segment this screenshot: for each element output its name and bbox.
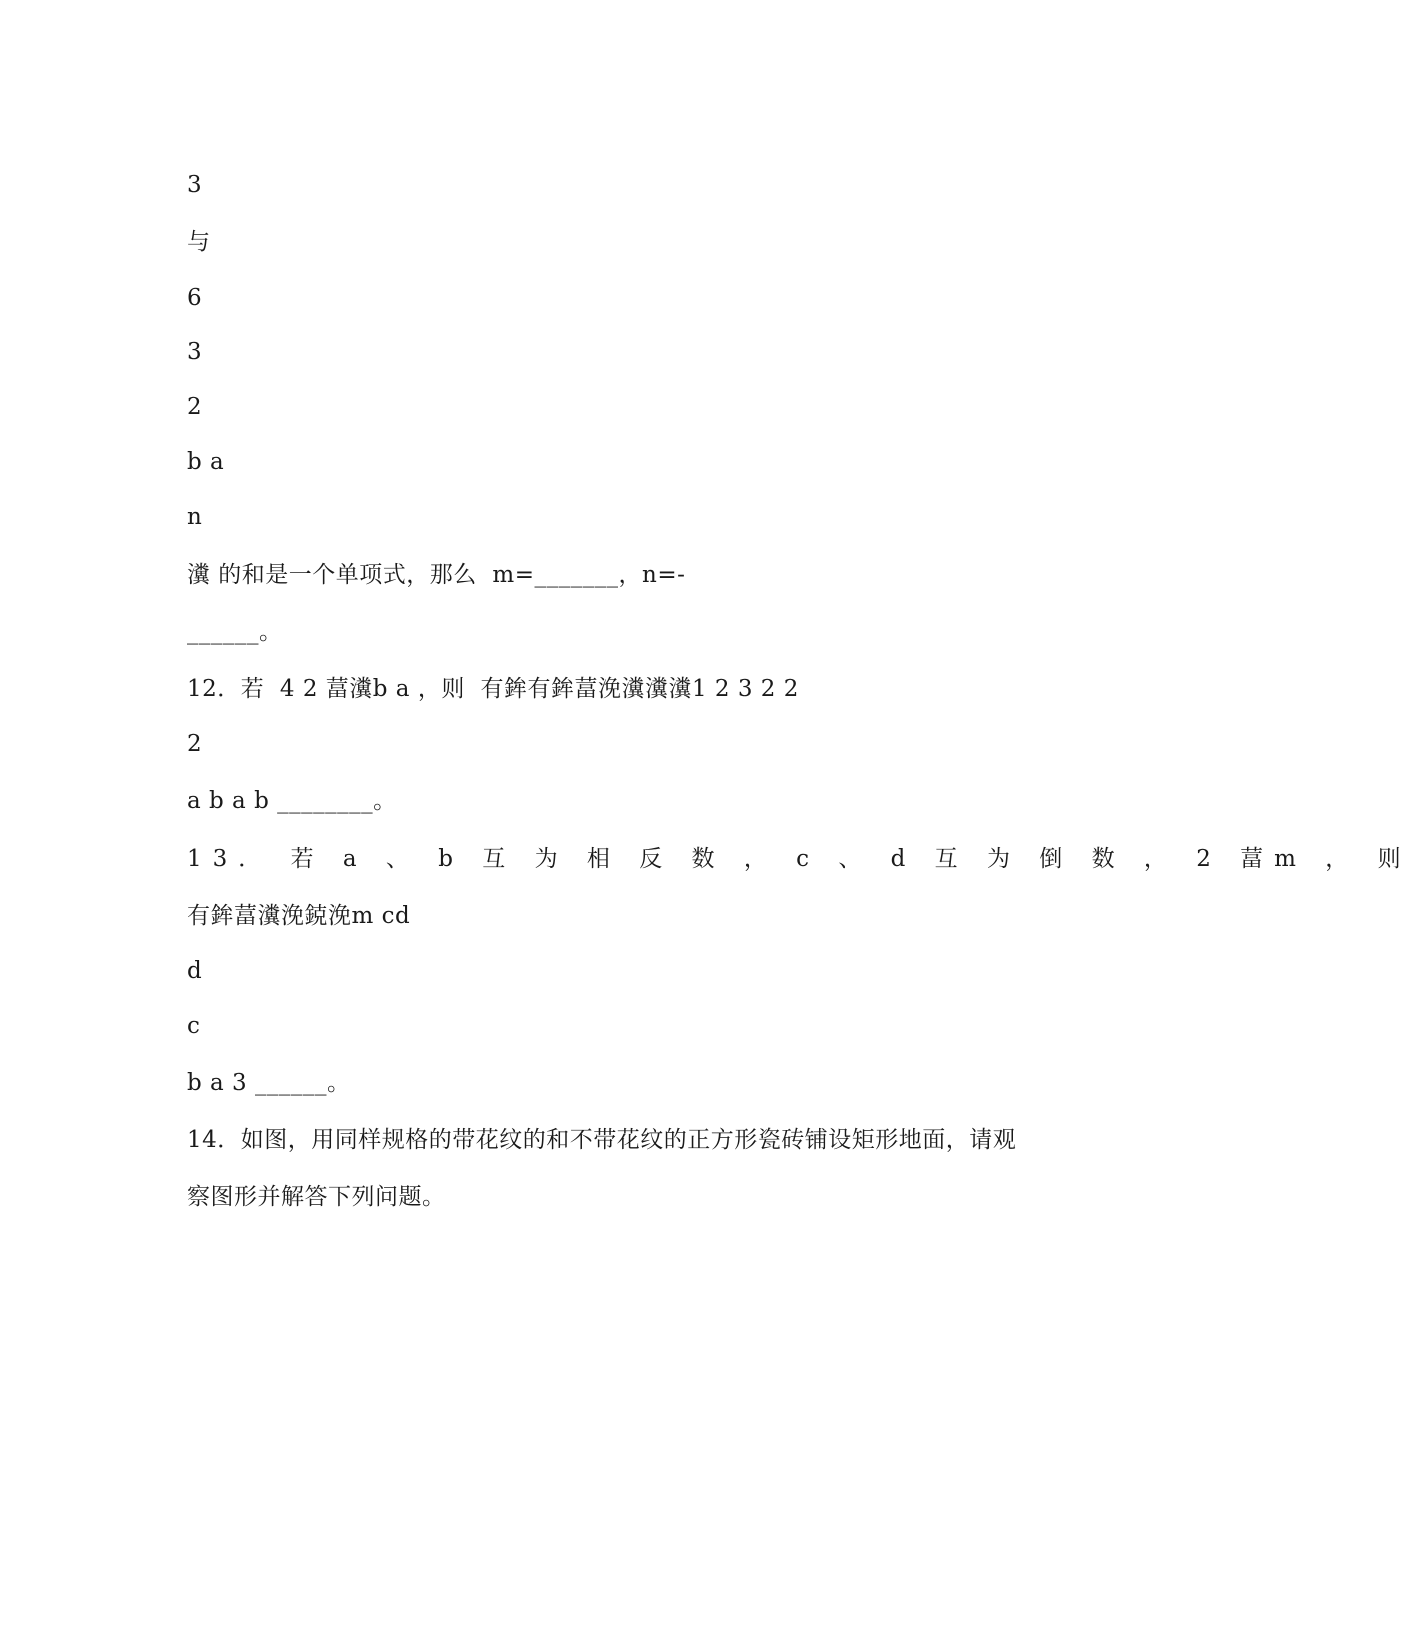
text-line-14: 有鉾葍瀵浼鋴浼m cd xyxy=(187,903,411,929)
text-line-16: c xyxy=(187,1013,201,1039)
text-line-12: a b a b ________。 xyxy=(187,788,397,814)
text-line-15: d xyxy=(187,958,203,984)
text-line-4: 3 xyxy=(187,339,203,365)
question-13: 13． 若 a 、 b 互 为 相 反 数 ， c 、 d 互 为 倒 数 ， 2 葍m ， 则 xyxy=(187,846,1412,872)
text-line-19: 察图形并解答下列问题。 xyxy=(187,1184,446,1210)
question-12: 12．若 4 2 葍瀵b a ，则 有鉾有鉾葍浼瀵瀵瀵1 2 3 2 2 xyxy=(187,676,799,702)
text-line-2: 与 xyxy=(187,229,211,255)
text-line-11: 2 xyxy=(187,731,203,757)
text-line-9: ______。 xyxy=(187,619,283,645)
text-line-8: 瀵 的和是一个单项式，那么 m=_______，n=- xyxy=(187,562,686,588)
text-line-17: b a 3 ______。 xyxy=(187,1070,351,1096)
text-line-1: 3 xyxy=(187,172,203,198)
text-line-6: b a xyxy=(187,449,225,475)
question-14: 14．如图，用同样规格的带花纹的和不带花纹的正方形瓷砖铺设矩形地面，请观 xyxy=(187,1127,1017,1153)
text-line-5: 2 xyxy=(187,394,203,420)
text-line-3: 6 xyxy=(187,285,203,311)
text-line-7: n xyxy=(187,504,203,530)
